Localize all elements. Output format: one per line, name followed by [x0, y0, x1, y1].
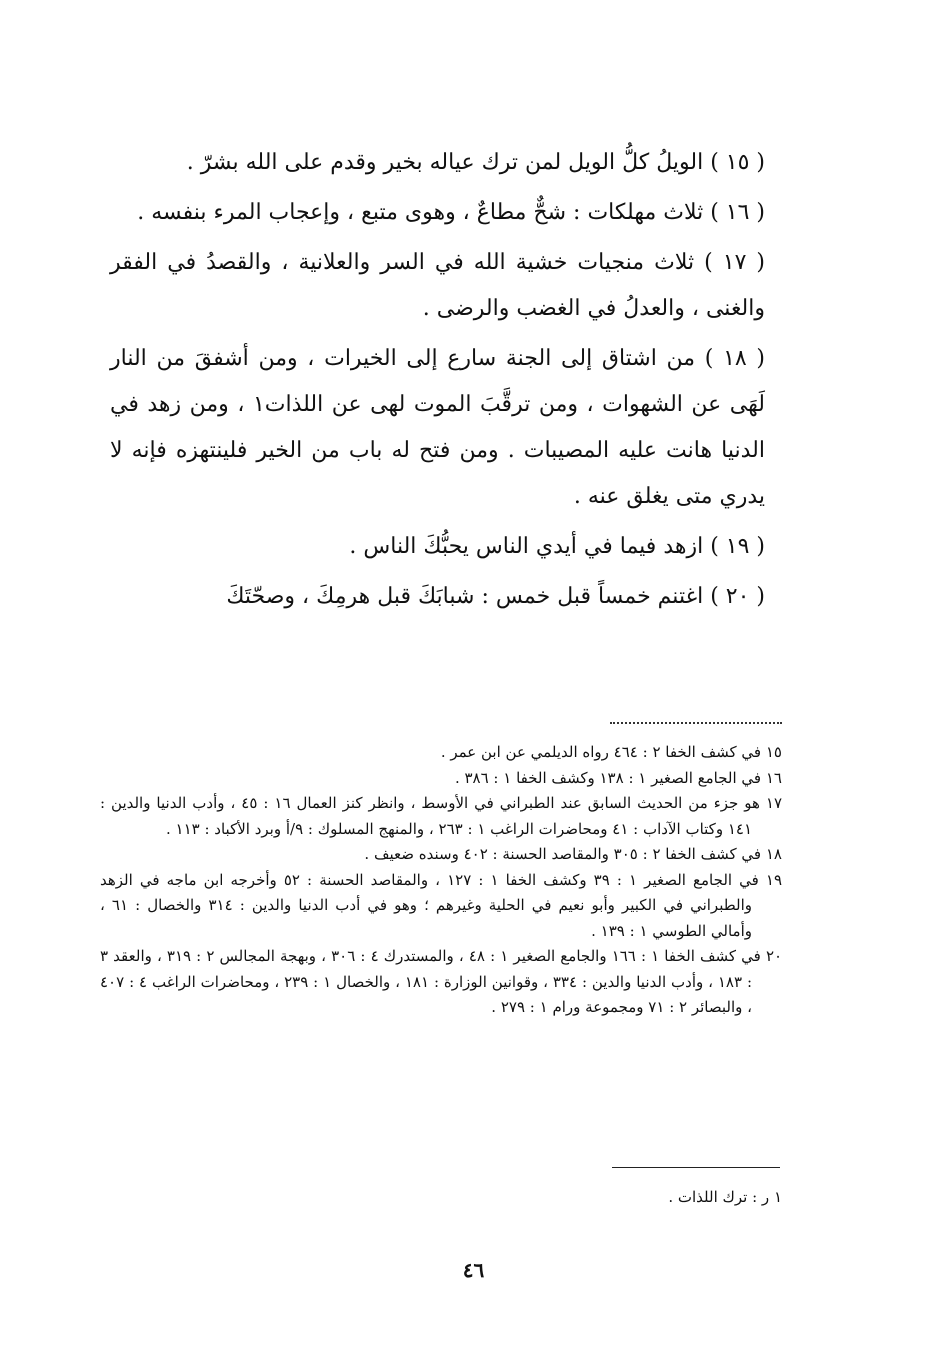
hadith-text: الويلُ كلُّ الويل لمن ترك عياله بخير وقدم على الله بشرّ . [186, 150, 704, 175]
hadith-text: ثلاث مهلكات : شحٌّ مطاعٌ ، وهوى متبع ، وإعجاب المرء بنفسه . [137, 200, 704, 225]
hadith-20 [110, 574, 765, 620]
hadith-number: ( ١٥ ) [710, 150, 765, 175]
hadith-text: اغتنم خمساً قبل خمس : شبابَكَ قبل هرمِكَ ، وصحّتَكَ [226, 584, 704, 609]
source-notes [100, 740, 782, 1021]
hadith-text: من اشتاق إلى الجنة سارع إلى الخيرات ، ومن أشفقَ من النار لَهَى عن الشهوات ، ومن ترقَّبَ الموت لهى عن اللذات١ ، ومن زهد في الدنيا هانت عليه المصيبات . ومن فتح له باب من الخير فلينتهزه فإنه لا يدري متى يغلق عنه . [110, 346, 765, 509]
hadith-list [110, 140, 765, 624]
hadith-number: ( ١٨ ) [704, 346, 766, 371]
hadith-number: ( ١٦ ) [710, 200, 765, 225]
notes-divider [610, 722, 782, 724]
hadith-number: ( ١٧ ) [704, 250, 766, 275]
hadith-text: ثلاث منجيات خشية الله في السر والعلانية ، والقصدُ في الفقر والغنى ، والعدلُ في الغضب والرضى . [110, 250, 765, 321]
footnote-divider [612, 1167, 780, 1168]
hadith-15 [110, 140, 765, 186]
hadith-16 [110, 190, 765, 236]
note-15: ١٥ في كشف الخفا ٢ : ٤٦٤ رواه الديلمي عن ابن عمر . [440, 743, 782, 761]
note-19: ١٩ في الجامع الصغير ١ : ٣٩ وكشف الخفا ١ : ١٢٧ ، والمقاصد الحسنة : ٥٢ وأخرجه ابن ماجه في الزهد والطبراني في الكبير وأبو نعيم في الحلية وغيرهم ؛ وهو في أدب الدنيا والدين : ٣١٤ والخصال : ٦١ ، وأمالي الطوسي ١ : ١٣٩ . [100, 870, 783, 940]
hadith-text: ازهد فيما في أيدي الناس يحبُّكَ الناس . [349, 534, 704, 559]
footnote: ١ ر : ترك اللذات . [668, 1188, 782, 1206]
note-18: ١٨ في كشف الخفا ٢ : ٣٠٥ والمقاصد الحسنة : ٤٠٢ وسنده ضعيف . [364, 845, 782, 863]
hadith-18 [110, 336, 765, 520]
note-20: ٢٠ في كشف الخفا ١ : ١٦٦ والجامع الصغير ١ : ٤٨ ، والمستدرك ٤ : ٣٠٦ ، وبهجة المجالس ٢ : ٣١٩ ، والعقد ٣ : ١٨٣ ، وأدب الدنيا والدين : ٣٣٤ ، وقوانين الوزارة : ١٨١ ، والخصال ١ : ٢٣٩ ، ومحاضرات الراغب ٤ : ٤٠٧ ، والبصائر ٢ : ٧١ ومجموعة ورام ١ : ٢٧٩ . [100, 947, 783, 1016]
hadith-19 [110, 524, 765, 570]
hadith-17 [110, 240, 765, 332]
hadith-number: ( ٢٠ ) [710, 584, 765, 609]
note-17: ١٧ هو جزء من الحديث السابق عند الطبراني في الأوسط ، وانظر كنز العمال ١٦ : ٤٥ ، وأدب الدنيا والدين : ١٤١ وكتاب الآداب : ٤١ ومحاضرات الراغب ١ : ٢٦٣ ، والمنهج المسلوك : ٩/أ وبرد الأكباد : ١١٣ . [100, 794, 783, 838]
hadith-number: ( ١٩ ) [710, 534, 765, 559]
page-number: ٤٦ [462, 1258, 485, 1282]
note-16: ١٦ في الجامع الصغير ١ : ١٣٨ وكشف الخفا ١ : ٣٨٦ . [454, 768, 782, 787]
